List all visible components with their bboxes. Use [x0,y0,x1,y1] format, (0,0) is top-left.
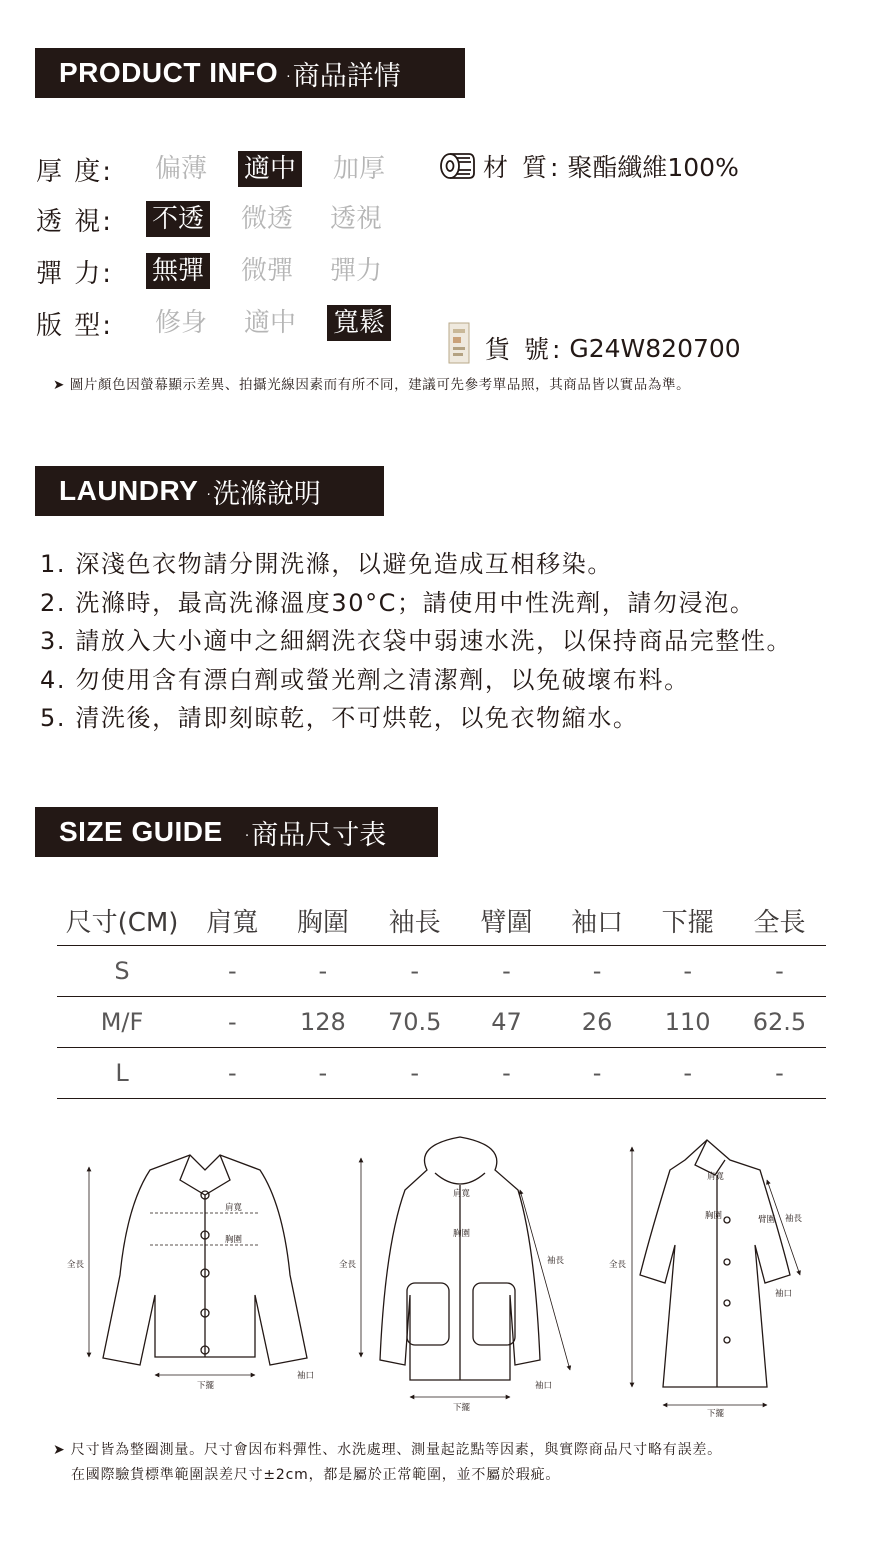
table-cell: - [278,1048,369,1099]
laundry-item: 4. 勿使用含有漂白劑或螢光劑之清潔劑，以免破壞布料。 [40,665,690,694]
attr-option: 透視 [330,204,383,234]
table-cell: - [187,1048,278,1099]
attr-row-fit [36,303,416,343]
attr-option-selected: 適中 [238,151,302,187]
table-cell: 110 [642,997,733,1048]
sku-value: G24W820700 [569,333,741,363]
attr-row-thickness [36,149,416,189]
size-table [57,895,826,1099]
label-shoulder: 肩寬 [453,1189,471,1199]
fabric-roll-icon [437,149,477,183]
table-cell: - [552,1048,643,1099]
table-row [57,1048,826,1099]
product-info-header [35,48,465,98]
table-cell: - [642,1048,733,1099]
label-sleeve: 袖長 [785,1214,803,1224]
measurement-diagrams [55,1125,825,1425]
size-guide-subtitle: ·商品尺寸表 [242,819,387,851]
size-note-line: 在國際驗貨標準範圍誤差尺寸±2cm，都是屬於正常範圍，並不屬於瑕疵。 [71,1467,561,1483]
attr-row-elasticity [36,251,413,291]
material-info [437,148,739,184]
table-cell: - [552,946,643,997]
attr-option: 微透 [241,204,294,234]
attr-label: 透 視: [36,206,114,237]
attr-option: 偏薄 [155,154,208,184]
laundry-subtitle: ·洗滌說明 [204,478,321,510]
sku-info [445,320,741,366]
column-header: 肩寬 [187,895,278,946]
column-header: 全長 [733,895,826,946]
attr-option: 微彈 [241,256,294,286]
table-cell: - [187,946,278,997]
label-chest: 胸圍 [453,1229,471,1239]
material-label: 材 質: [483,153,562,182]
size-guide-header [35,807,438,857]
size-table-header [57,895,826,946]
size-cell: L [57,1048,187,1099]
attr-option-selected: 不透 [146,201,210,237]
table-cell: - [461,946,552,997]
label-hem: 下擺 [707,1409,725,1419]
tag-icon [445,320,473,366]
laundry-header [35,466,384,516]
jacket-illustration [103,1155,307,1365]
column-header: 胸圍 [278,895,369,946]
attr-label: 彈 力: [36,258,114,289]
laundry-item: 3. 請放入大小適中之細網洗衣袋中弱速水洗，以保持商品完整性。 [40,627,793,655]
laundry-item: 2. 洗滌時，最高洗滌溫度30°C；請使用中性洗劑，請勿浸泡。 [40,588,756,617]
laundry-title: LAUNDRY [59,475,199,506]
label-hem: 下擺 [197,1381,215,1391]
label-hem: 下擺 [453,1403,471,1413]
table-cell: 26 [552,997,643,1048]
label-full-length: 全長 [339,1260,357,1270]
laundry-item: 1. 深淺色衣物請分開洗滌，以避免造成互相移染。 [40,550,613,578]
attr-option: 適中 [244,308,297,338]
size-note [53,1438,722,1488]
size-cell: M/F [57,997,187,1048]
column-header: 下擺 [642,895,733,946]
attr-label: 版 型: [36,310,114,341]
attr-option: 修身 [155,308,208,338]
label-chest: 胸圍 [705,1211,723,1221]
label-chest: 胸圍 [225,1235,243,1245]
table-cell: 62.5 [733,997,826,1048]
product-info-subtitle: ·商品詳情 [284,60,401,92]
product-info-title: PRODUCT INFO [59,57,279,88]
laundry-instructions [40,545,792,738]
table-cell: - [278,946,369,997]
attr-row-sheerness [36,199,413,239]
attr-option: 加厚 [333,154,386,184]
laundry-item: 5. 清洗後，請即刻晾乾，不可烘乾，以免衣物縮水。 [40,704,639,732]
table-cell: 47 [461,997,552,1048]
table-cell: - [733,1048,826,1099]
size-note-line: ➤ 尺寸皆為整圈測量。尺寸會因布料彈性、水洗處理、測量起訖點等因素，與實際商品尺寸略有誤差。 [53,1442,722,1458]
attr-option: 彈力 [330,256,383,286]
column-header: 尺寸(CM) [57,895,187,946]
table-cell: - [368,946,461,997]
table-cell: - [187,997,278,1048]
attr-label: 厚 度: [36,156,114,187]
column-header: 袖口 [552,895,643,946]
label-cuff: 袖口 [297,1371,315,1381]
table-cell: 128 [278,997,369,1048]
label-cuff: 袖口 [535,1381,553,1391]
label-sleeve: 袖長 [547,1256,565,1266]
photo-color-note: ➤ 圖片顏色因螢幕顯示差異、拍攝光線因素而有所不同，建議可先參考單品照，其商品皆以實品為準。 [53,377,691,393]
size-guide-title: SIZE GUIDE [59,816,223,847]
attr-option-selected: 寬鬆 [327,305,391,341]
table-cell: 70.5 [368,997,461,1048]
table-cell: - [461,1048,552,1099]
table-cell: - [368,1048,461,1099]
material-value: 聚酯纖維100% [567,153,739,182]
label-arm: 臂圍 [758,1215,776,1225]
label-cuff: 袖口 [775,1289,793,1299]
column-header: 袖長 [368,895,461,946]
table-cell: - [733,946,826,997]
label-full-length: 全長 [67,1260,85,1270]
table-row [57,946,826,997]
label-shoulder: 肩寬 [225,1203,243,1213]
hoodie-illustration [380,1137,540,1380]
sku-label: 貨 號: [485,335,564,364]
attr-option-selected: 無彈 [146,253,210,289]
label-full-length: 全長 [609,1260,627,1270]
size-cell: S [57,946,187,997]
table-row [57,997,826,1048]
column-header: 臂圍 [461,895,552,946]
table-cell: - [642,946,733,997]
label-shoulder: 肩寬 [707,1172,725,1182]
